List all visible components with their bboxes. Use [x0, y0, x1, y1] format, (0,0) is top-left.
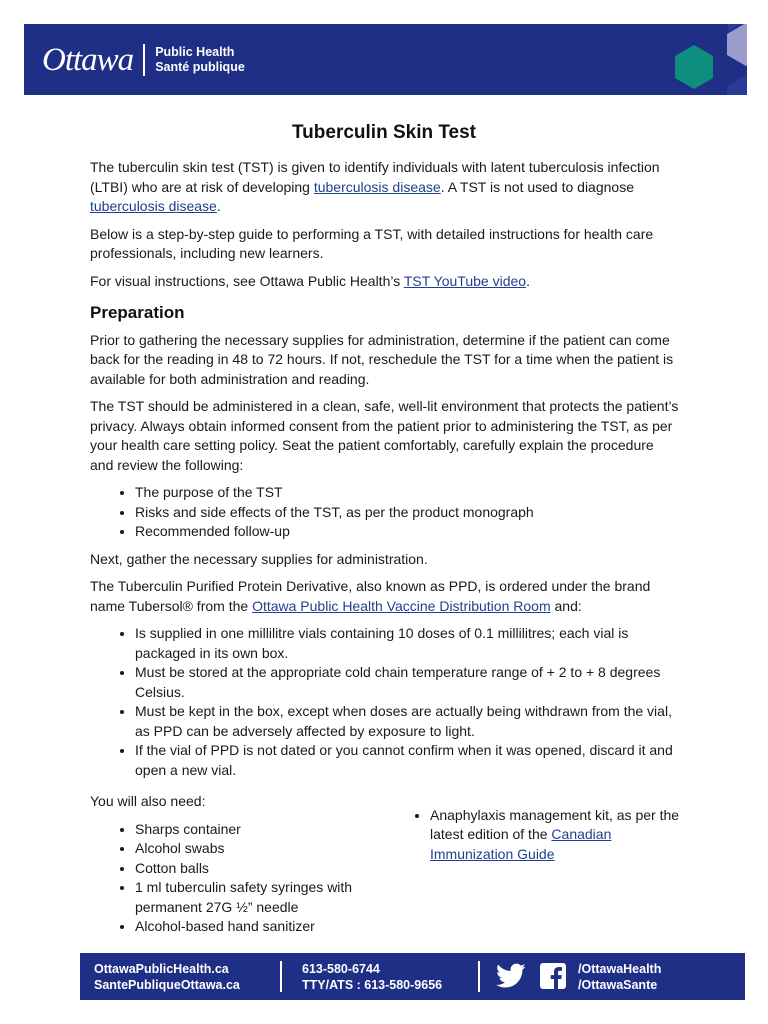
preparation-paragraph-3: Next, gather the necessary supplies for administration. [90, 550, 428, 567]
text: The Tuberculin Purified Protein Derivative, also known as PPD, is ordered under the brand name Tubersol® from the [90, 578, 651, 614]
tuberculosis-disease-link[interactable]: tuberculosis disease [313, 178, 441, 195]
twitter-icon[interactable] [496, 963, 526, 989]
preparation-paragraph-5: You will also need: [90, 793, 206, 809]
list-item: • Must be stored at the appropriate cold chain temperature range of + 2 to + 8 degrees Celsius. [135, 663, 680, 702]
list-item: • Recommended follow-up [135, 522, 680, 542]
page-title: Tuberculin Skin Test [291, 122, 477, 143]
department-en: Public Health [155, 45, 235, 59]
hexagon-teal [675, 45, 713, 89]
list-item: • Cotton balls [135, 859, 385, 879]
list-item [430, 806, 680, 865]
preparation-paragraph-4 [90, 577, 680, 616]
hexagon-decoration [624, 24, 747, 95]
intro-paragraph-1 [90, 158, 680, 217]
intro-paragraph-2: Below is a step-by-step guide to performing a TST, with detailed instructions for health care professionals, including new learners. [90, 225, 654, 261]
list-item: • If the vial of PPD is not dated or you cannot confirm when it was opened, discard it and open a new vial. [135, 741, 680, 780]
list-item: • The purpose of the TST [135, 483, 680, 503]
text: . [526, 272, 530, 289]
footer-banner [80, 953, 745, 1000]
website-fr[interactable]: SantePubliqueOttawa.ca [94, 978, 240, 992]
footer-social [578, 961, 661, 993]
logo-wordmark: Ottawa [42, 41, 134, 78]
document-body [90, 158, 680, 945]
ppd-list [90, 624, 680, 780]
website-en[interactable]: OttawaPublicHealth.ca [94, 962, 229, 976]
list-item: • Alcohol swabs [135, 839, 385, 859]
footer-divider [280, 961, 282, 992]
supplies-column-2 [385, 806, 680, 945]
supplies-list-2 [385, 806, 680, 865]
logo-divider [143, 44, 145, 76]
tst-youtube-video-link[interactable]: TST YouTube video [403, 272, 527, 289]
intro-paragraph-3 [90, 272, 680, 292]
footer-websites [94, 961, 240, 993]
review-list [90, 483, 680, 542]
text: . A TST is not used to diagnose [440, 178, 634, 195]
footer-phones [302, 961, 442, 993]
list-item: • Risks and side effects of the TST, as per the product monograph [135, 503, 680, 523]
footer-divider-2 [478, 961, 480, 992]
text: and: [550, 597, 582, 614]
phone-number: 613-580-6744 [302, 962, 380, 976]
preparation-paragraph-1: Prior to gathering the necessary supplies for administration, determine if the patient can come back for the reading in 48 to 72 hours. If not, reschedule the TST for a time when the patient is available for both administration and reading. [90, 331, 674, 387]
list-item: • Is supplied in one millilitre vials containing 10 doses of 0.1 millilitres; each vial is packaged in its own box. [135, 624, 680, 663]
canadian-immunization-guide-link[interactable]: Canadian Immunization Guide [430, 826, 612, 862]
list-item: • Alcohol-based hand sanitizer [135, 917, 385, 937]
list-item: • Must be kept in the box, except when doses are actually being withdrawn from the vial, as PPD can be adversely affected by exposure to light. [135, 702, 680, 741]
preparation-paragraph-2: The TST should be administered in a clean, safe, well-lit environment that protects the patient’s privacy. Always obtain informed consent from the patient prior to administering the TST, as per your health care setting policy. Seat the patient comfortably, carefully explain the procedure and review the following: [90, 398, 679, 473]
vaccine-distribution-room-link[interactable]: Ottawa Public Health Vaccine Distribution Room [252, 597, 551, 614]
text: Anaphylaxis management kit, as per the latest edition of the [430, 806, 680, 842]
ottawa-logo [42, 36, 245, 84]
header-banner [24, 24, 747, 95]
text: The tuberculin skin test (TST) is given to identify individuals with latent tuberculosis infection (LTBI) who are at risk of developing [90, 159, 660, 195]
preparation-heading: Preparation [90, 303, 185, 322]
list-item: • 1 ml tuberculin safety syringes with permanent 27G ½” needle [135, 878, 385, 917]
text: For visual instructions, see Ottawa Public Health’s [90, 272, 404, 289]
list-item: • Sharps container [135, 820, 385, 840]
text: . [216, 198, 221, 214]
hexagon-navy-bottom [727, 75, 747, 95]
social-handle-en[interactable]: /OttawaHealth [578, 962, 662, 976]
social-handle-fr[interactable]: /OttawaSante [578, 978, 658, 992]
tuberculosis-disease-link-2[interactable]: tuberculosis disease [90, 198, 217, 214]
department-name [155, 45, 245, 75]
supplies-list-1 [90, 820, 385, 937]
department-fr: Santé publique [155, 60, 245, 74]
supplies-columns [90, 806, 680, 945]
supplies-column-1 [90, 820, 385, 945]
tty-number: TTY/ATS : 613-580-9656 [302, 978, 443, 992]
facebook-icon[interactable] [540, 963, 566, 989]
